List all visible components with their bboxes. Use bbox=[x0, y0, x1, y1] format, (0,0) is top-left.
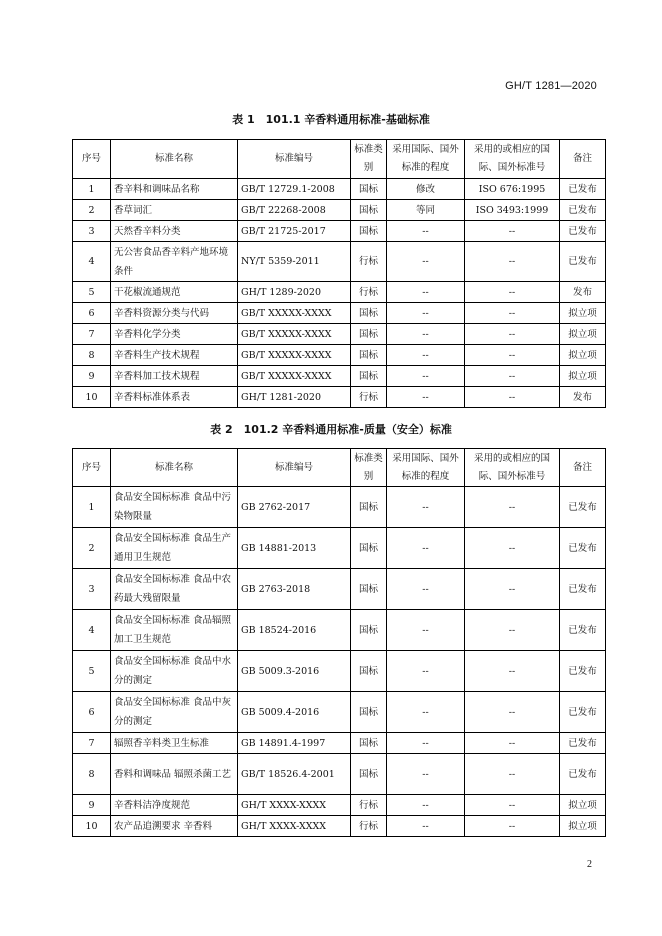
standard-category-cell: 国标 bbox=[351, 345, 387, 366]
remark-cell: 拟立项 bbox=[560, 345, 606, 366]
standard-name-cell: 辛香料生产技术规程 bbox=[111, 345, 238, 366]
remark-cell: 已发布 bbox=[560, 754, 606, 795]
row-number-cell: 6 bbox=[73, 692, 111, 733]
reference-standard-cell: -- bbox=[465, 569, 560, 610]
remark-cell: 已发布 bbox=[560, 528, 606, 569]
standard-code-cell: GB 18524-2016 bbox=[238, 610, 351, 651]
table-row bbox=[73, 651, 606, 692]
standard-name-cell: 香辛料和调味品名称 bbox=[111, 179, 238, 200]
column-header: 采用的或相应的国际、国外标准号 bbox=[465, 449, 560, 487]
table-row bbox=[73, 754, 606, 795]
page-number: 2 bbox=[587, 859, 592, 870]
standard-code-cell: GB/T XXXXX-XXXX bbox=[238, 345, 351, 366]
standard-code-cell: GH/T XXXX-XXXX bbox=[238, 816, 351, 837]
standard-code-cell: GB/T XXXXX-XXXX bbox=[238, 366, 351, 387]
column-header: 标准编号 bbox=[238, 449, 351, 487]
remark-cell: 已发布 bbox=[560, 692, 606, 733]
adoption-degree-cell: -- bbox=[387, 242, 465, 282]
standard-category-cell: 国标 bbox=[351, 324, 387, 345]
reference-standard-cell: -- bbox=[465, 692, 560, 733]
remark-cell: 拟立项 bbox=[560, 366, 606, 387]
standard-code-cell: GB 2763-2018 bbox=[238, 569, 351, 610]
table-row bbox=[73, 345, 606, 366]
column-header: 标准名称 bbox=[111, 140, 238, 179]
standard-code-cell: GB 2762-2017 bbox=[238, 487, 351, 528]
row-number-cell: 8 bbox=[73, 345, 111, 366]
table-row bbox=[73, 610, 606, 651]
standard-category-cell: 国标 bbox=[351, 303, 387, 324]
standard-category-cell: 国标 bbox=[351, 487, 387, 528]
table-row bbox=[73, 366, 606, 387]
table-row bbox=[73, 569, 606, 610]
remark-cell: 已发布 bbox=[560, 221, 606, 242]
table-1 bbox=[72, 139, 606, 408]
standard-category-cell: 行标 bbox=[351, 387, 387, 408]
adoption-degree-cell: -- bbox=[387, 528, 465, 569]
reference-standard-cell: -- bbox=[465, 610, 560, 651]
reference-standard-cell: -- bbox=[465, 816, 560, 837]
standard-name-cell: 食品安全国标标准 食品中灰分的测定 bbox=[111, 692, 238, 733]
standard-name-cell: 辛香料洁净度规范 bbox=[111, 795, 238, 816]
standard-category-cell: 国标 bbox=[351, 754, 387, 795]
table-header-row bbox=[73, 449, 606, 487]
standard-code-cell: GB/T XXXXX-XXXX bbox=[238, 324, 351, 345]
standard-code-cell: GH/T 1281-2020 bbox=[238, 387, 351, 408]
adoption-degree-cell: -- bbox=[387, 569, 465, 610]
remark-cell: 已发布 bbox=[560, 733, 606, 754]
row-number-cell: 6 bbox=[73, 303, 111, 324]
table-row bbox=[73, 692, 606, 733]
row-number-cell: 7 bbox=[73, 733, 111, 754]
standard-name-cell: 食品安全国标标准 食品生产通用卫生规范 bbox=[111, 528, 238, 569]
standard-name-cell: 食品安全国标标准 食品辐照加工卫生规范 bbox=[111, 610, 238, 651]
standard-number-header: GH/T 1281—2020 bbox=[505, 80, 597, 92]
standard-name-cell: 香料和调味品 辐照杀菌工艺 bbox=[111, 754, 238, 795]
table-header-row bbox=[73, 140, 606, 179]
column-header: 序号 bbox=[73, 140, 111, 179]
standard-category-cell: 行标 bbox=[351, 795, 387, 816]
standard-name-cell: 干花椒流通规范 bbox=[111, 282, 238, 303]
row-number-cell: 5 bbox=[73, 282, 111, 303]
row-number-cell: 9 bbox=[73, 795, 111, 816]
standard-name-cell: 香草词汇 bbox=[111, 200, 238, 221]
standard-name-cell: 天然香辛料分类 bbox=[111, 221, 238, 242]
reference-standard-cell: ISO 676:1995 bbox=[465, 179, 560, 200]
table-row bbox=[73, 179, 606, 200]
reference-standard-cell: -- bbox=[465, 366, 560, 387]
column-header: 序号 bbox=[73, 449, 111, 487]
standard-category-cell: 国标 bbox=[351, 733, 387, 754]
row-number-cell: 1 bbox=[73, 179, 111, 200]
adoption-degree-cell: -- bbox=[387, 345, 465, 366]
table-row bbox=[73, 487, 606, 528]
standard-name-cell: 辛香料标准体系表 bbox=[111, 387, 238, 408]
reference-standard-cell: -- bbox=[465, 754, 560, 795]
standard-category-cell: 国标 bbox=[351, 528, 387, 569]
table-row bbox=[73, 324, 606, 345]
reference-standard-cell: -- bbox=[465, 528, 560, 569]
row-number-cell: 4 bbox=[73, 242, 111, 282]
remark-cell: 已发布 bbox=[560, 487, 606, 528]
standard-code-cell: GB 5009.3-2016 bbox=[238, 651, 351, 692]
standard-category-cell: 国标 bbox=[351, 610, 387, 651]
column-header: 采用国际、国外标准的程度 bbox=[387, 449, 465, 487]
table-row bbox=[73, 528, 606, 569]
reference-standard-cell: -- bbox=[465, 345, 560, 366]
adoption-degree-cell: 等同 bbox=[387, 200, 465, 221]
column-header: 标准名称 bbox=[111, 449, 238, 487]
remark-cell: 已发布 bbox=[560, 569, 606, 610]
row-number-cell: 4 bbox=[73, 610, 111, 651]
reference-standard-cell: -- bbox=[465, 387, 560, 408]
adoption-degree-cell: -- bbox=[387, 366, 465, 387]
standard-code-cell: GB/T 18526.4-2001 bbox=[238, 754, 351, 795]
table-row bbox=[73, 733, 606, 754]
table-2 bbox=[72, 448, 606, 837]
remark-cell: 已发布 bbox=[560, 651, 606, 692]
table-2-body bbox=[73, 487, 606, 837]
row-number-cell: 9 bbox=[73, 366, 111, 387]
row-number-cell: 10 bbox=[73, 816, 111, 837]
remark-cell: 拟立项 bbox=[560, 795, 606, 816]
table-row bbox=[73, 221, 606, 242]
standard-code-cell: GH/T 1289-2020 bbox=[238, 282, 351, 303]
table-row bbox=[73, 816, 606, 837]
standard-code-cell: GB 5009.4-2016 bbox=[238, 692, 351, 733]
standard-name-cell: 食品安全国标标准 食品中农药最大残留限量 bbox=[111, 569, 238, 610]
standard-code-cell: GB 14881-2013 bbox=[238, 528, 351, 569]
standard-code-cell: GB/T 12729.1-2008 bbox=[238, 179, 351, 200]
row-number-cell: 3 bbox=[73, 569, 111, 610]
table-1-body bbox=[73, 179, 606, 408]
standard-name-cell: 农产品追溯要求 辛香料 bbox=[111, 816, 238, 837]
reference-standard-cell: -- bbox=[465, 303, 560, 324]
reference-standard-cell: -- bbox=[465, 282, 560, 303]
table-row bbox=[73, 242, 606, 282]
adoption-degree-cell: -- bbox=[387, 692, 465, 733]
reference-standard-cell: -- bbox=[465, 221, 560, 242]
standard-name-cell: 无公害食品香辛料产地环境条件 bbox=[111, 242, 238, 282]
adoption-degree-cell: -- bbox=[387, 754, 465, 795]
standard-category-cell: 国标 bbox=[351, 651, 387, 692]
table-row bbox=[73, 282, 606, 303]
remark-cell: 拟立项 bbox=[560, 303, 606, 324]
adoption-degree-cell: -- bbox=[387, 221, 465, 242]
standard-code-cell: GB/T 21725-2017 bbox=[238, 221, 351, 242]
standard-category-cell: 国标 bbox=[351, 200, 387, 221]
reference-standard-cell: -- bbox=[465, 487, 560, 528]
remark-cell: 拟立项 bbox=[560, 816, 606, 837]
standard-code-cell: GB 14891.4-1997 bbox=[238, 733, 351, 754]
adoption-degree-cell: -- bbox=[387, 651, 465, 692]
reference-standard-cell: -- bbox=[465, 242, 560, 282]
standard-category-cell: 行标 bbox=[351, 242, 387, 282]
row-number-cell: 8 bbox=[73, 754, 111, 795]
reference-standard-cell: -- bbox=[465, 324, 560, 345]
adoption-degree-cell: 修改 bbox=[387, 179, 465, 200]
reference-standard-cell: -- bbox=[465, 651, 560, 692]
column-header: 标准类别 bbox=[351, 449, 387, 487]
column-header: 备注 bbox=[560, 449, 606, 487]
column-header: 标准编号 bbox=[238, 140, 351, 179]
table-1-caption: 表 1 101.1 辛香料通用标准-基础标准 bbox=[232, 113, 430, 126]
column-header: 采用国际、国外标准的程度 bbox=[387, 140, 465, 179]
standard-name-cell: 辐照香辛料类卫生标准 bbox=[111, 733, 238, 754]
row-number-cell: 10 bbox=[73, 387, 111, 408]
standard-category-cell: 行标 bbox=[351, 816, 387, 837]
remark-cell: 已发布 bbox=[560, 610, 606, 651]
remark-cell: 发布 bbox=[560, 387, 606, 408]
table-row bbox=[73, 200, 606, 221]
remark-cell: 发布 bbox=[560, 282, 606, 303]
remark-cell: 已发布 bbox=[560, 242, 606, 282]
standard-category-cell: 国标 bbox=[351, 569, 387, 610]
standard-category-cell: 国标 bbox=[351, 366, 387, 387]
table-row bbox=[73, 387, 606, 408]
standard-name-cell: 食品安全国标标准 食品中污染物限量 bbox=[111, 487, 238, 528]
adoption-degree-cell: -- bbox=[387, 324, 465, 345]
standard-code-cell: GH/T XXXX-XXXX bbox=[238, 795, 351, 816]
table-2-caption: 表 2 101.2 辛香料通用标准-质量（安全）标准 bbox=[210, 423, 452, 436]
row-number-cell: 2 bbox=[73, 200, 111, 221]
remark-cell: 已发布 bbox=[560, 179, 606, 200]
row-number-cell: 5 bbox=[73, 651, 111, 692]
table-row bbox=[73, 303, 606, 324]
reference-standard-cell: -- bbox=[465, 795, 560, 816]
adoption-degree-cell: -- bbox=[387, 282, 465, 303]
adoption-degree-cell: -- bbox=[387, 816, 465, 837]
adoption-degree-cell: -- bbox=[387, 610, 465, 651]
row-number-cell: 1 bbox=[73, 487, 111, 528]
adoption-degree-cell: -- bbox=[387, 795, 465, 816]
column-header: 备注 bbox=[560, 140, 606, 179]
adoption-degree-cell: -- bbox=[387, 733, 465, 754]
reference-standard-cell: -- bbox=[465, 733, 560, 754]
standard-name-cell: 食品安全国标标准 食品中水分的测定 bbox=[111, 651, 238, 692]
standard-name-cell: 辛香料化学分类 bbox=[111, 324, 238, 345]
standard-code-cell: GB/T 22268-2008 bbox=[238, 200, 351, 221]
standard-name-cell: 辛香料加工技术规程 bbox=[111, 366, 238, 387]
standard-code-cell: NY/T 5359-2011 bbox=[238, 242, 351, 282]
standard-name-cell: 辛香料资源分类与代码 bbox=[111, 303, 238, 324]
row-number-cell: 2 bbox=[73, 528, 111, 569]
remark-cell: 已发布 bbox=[560, 200, 606, 221]
table-row bbox=[73, 795, 606, 816]
standard-category-cell: 国标 bbox=[351, 221, 387, 242]
adoption-degree-cell: -- bbox=[387, 387, 465, 408]
adoption-degree-cell: -- bbox=[387, 303, 465, 324]
standard-code-cell: GB/T XXXXX-XXXX bbox=[238, 303, 351, 324]
column-header: 采用的或相应的国际、国外标准号 bbox=[465, 140, 560, 179]
row-number-cell: 3 bbox=[73, 221, 111, 242]
column-header: 标准类别 bbox=[351, 140, 387, 179]
standard-category-cell: 国标 bbox=[351, 179, 387, 200]
remark-cell: 拟立项 bbox=[560, 324, 606, 345]
adoption-degree-cell: -- bbox=[387, 487, 465, 528]
reference-standard-cell: ISO 3493:1999 bbox=[465, 200, 560, 221]
row-number-cell: 7 bbox=[73, 324, 111, 345]
standard-category-cell: 国标 bbox=[351, 692, 387, 733]
standard-category-cell: 行标 bbox=[351, 282, 387, 303]
